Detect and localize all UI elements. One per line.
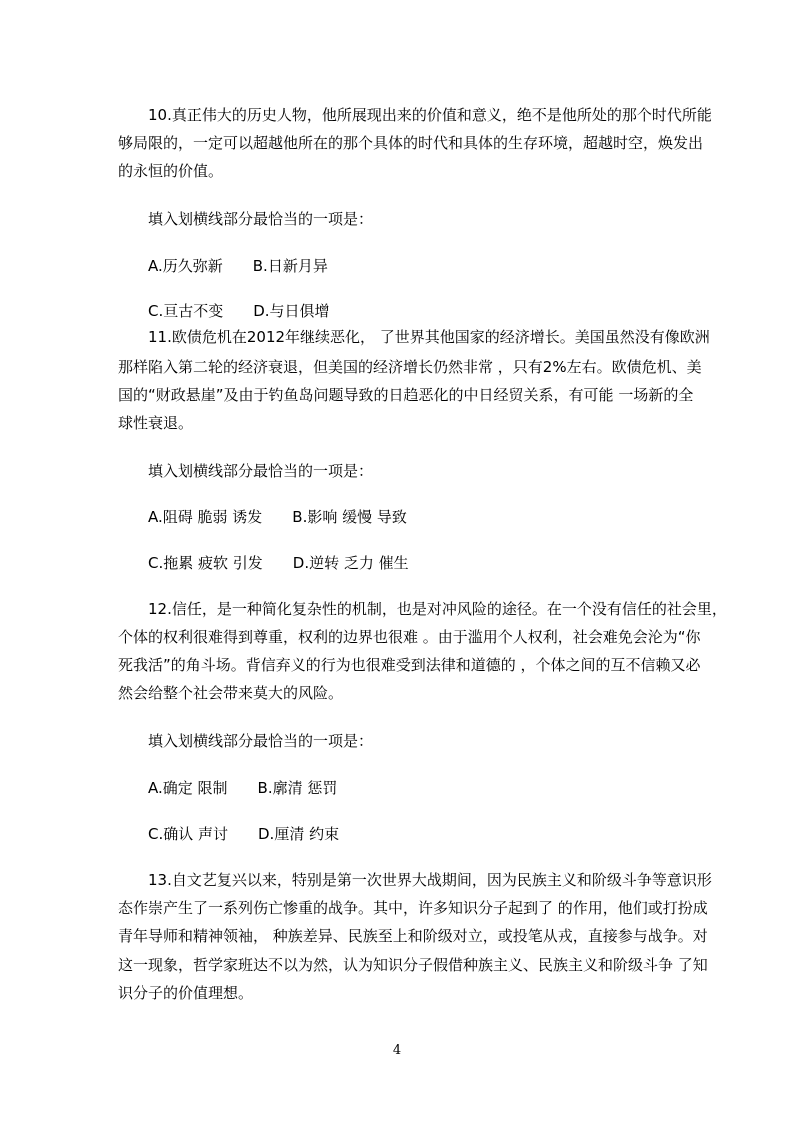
q12-options-ab: A.确定 限制 B.廓清 惩罚 bbox=[148, 779, 338, 797]
q12-options-cd: C.确认 声讨 D.厘清 约束 bbox=[148, 825, 340, 843]
q10-prompt: 填入划横线部分最恰当的一项是： bbox=[148, 210, 374, 228]
q12-line-3: 死我活”的角斗场。背信弃义的行为也很难受到法律和道德的 ，个体之间的互不信赖又必 bbox=[118, 656, 701, 674]
q11-line-1: 11.欧债危机在2012年继续恶化， 了世界其他国家的经济增长。美国虽然没有像欧洲 bbox=[148, 328, 710, 346]
q10-options-ab: A.历久弥新 B.日新月异 bbox=[148, 257, 328, 275]
q11-line-2: 那样陷入第二轮的经济衰退，但美国的经济增长仍然非常 ，只有2%左右。欧债危机、美 bbox=[118, 358, 702, 376]
q10-line-2: 够局限的，一定可以超越他所在的那个具体的时代和具体的生存环境，超越时空，焕发出 bbox=[118, 134, 704, 152]
q12-line-1: 12.信任，是一种简化复杂性的机制，也是对冲风险的途径。在一个没有信任的社会里， bbox=[148, 600, 727, 618]
q11-prompt: 填入划横线部分最恰当的一项是： bbox=[148, 462, 374, 480]
page-number: 4 bbox=[392, 1043, 402, 1058]
q12-line-2: 个体的权利很难得到尊重，权利的边界也很难 。由于滥用个人权利，社会难免会沦为“你 bbox=[118, 628, 701, 646]
q12-line-4: 然会给整个社会带来莫大的风险。 bbox=[118, 684, 344, 702]
q11-options-cd: C.拖累 疲软 引发 D.逆转 乏力 催生 bbox=[148, 554, 409, 572]
q12-prompt: 填入划横线部分最恰当的一项是： bbox=[148, 732, 374, 750]
q11-line-4: 球性衰退。 bbox=[118, 414, 194, 432]
q10-options-cd: C.亘古不变 D.与日俱增 bbox=[148, 302, 330, 320]
q13-line-4: 这一现象，哲学家班达不以为然，认为知识分子假借种族主义、民族主义和阶级斗争 了知 bbox=[118, 956, 708, 974]
q11-options-ab: A.阻碍 脆弱 诱发 B.影响 缓慢 导致 bbox=[148, 508, 407, 526]
q11-line-3: 国的“财政悬崖”及由于钓鱼岛问题导致的日趋恶化的中日经贸关系，有可能 一场新的全 bbox=[118, 386, 694, 404]
q10-line-3: 的永恒的价值。 bbox=[118, 162, 224, 180]
q13-line-3: 青年导师和精神领袖， 种族差异、民族至上和阶级对立，或投笔从戎，直接参与战争。对 bbox=[118, 927, 708, 945]
q13-line-5: 识分子的价值理想。 bbox=[118, 984, 254, 1002]
q10-line-1: 10.真正伟大的历史人物，他所展现出来的价值和意义，绝不是他所处的那个时代所能 bbox=[148, 106, 712, 124]
q13-line-1: 13.自文艺复兴以来，特别是第一次世界大战期间，因为民族主义和阶级斗争等意识形 bbox=[148, 871, 712, 889]
q13-line-2: 态作崇产生了一系列伤亡惨重的战争。其中，许多知识分子起到了 的作用，他们或打扮成 bbox=[118, 899, 708, 917]
